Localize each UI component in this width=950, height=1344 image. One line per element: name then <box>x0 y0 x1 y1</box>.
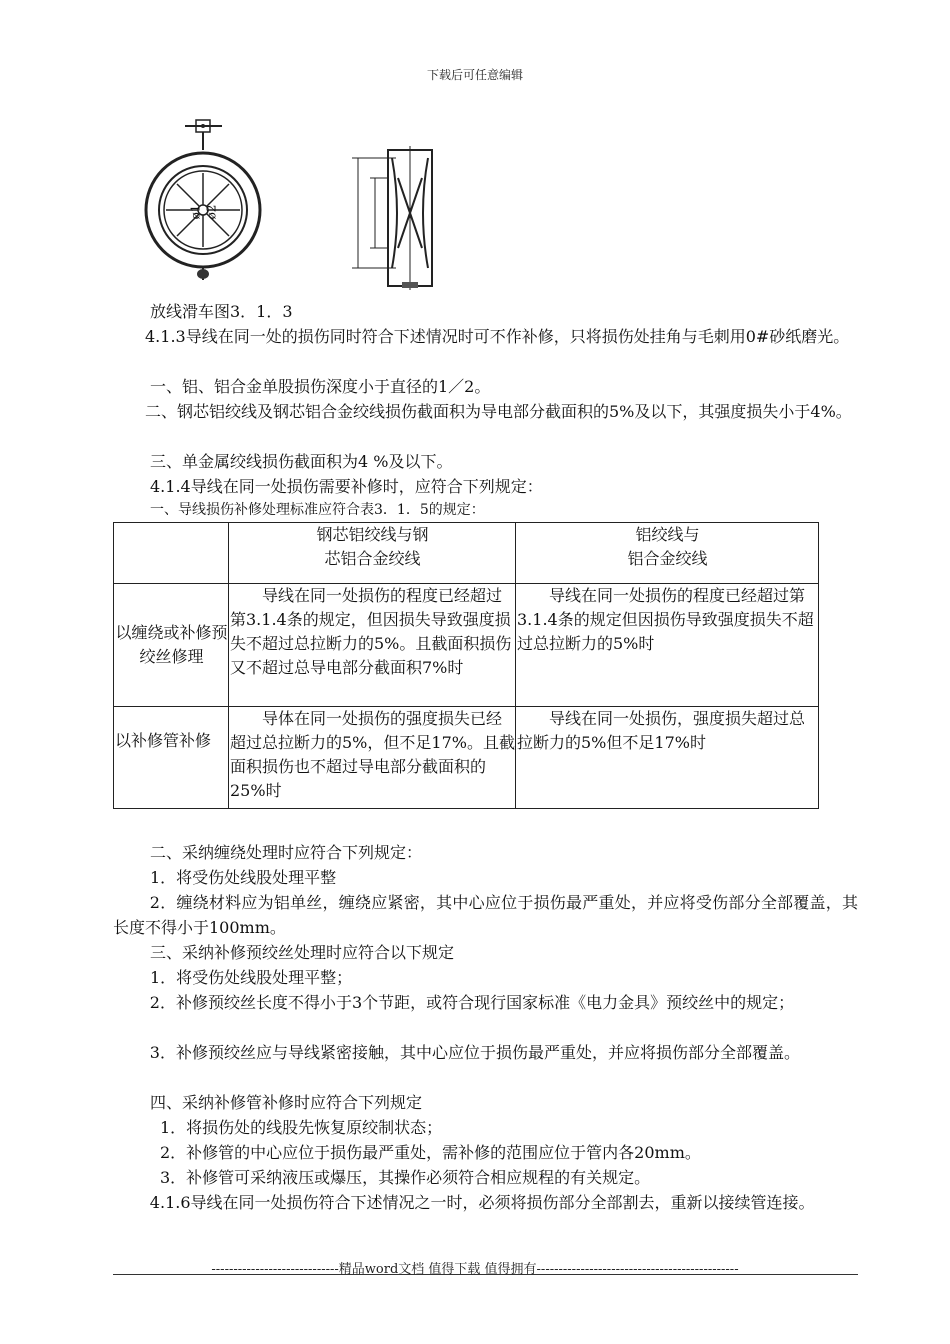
repair-standard-table <box>113 522 819 809</box>
section-4-item-2: 2．补修管的中心应位于损伤最严重处，需补修的范围应位于管内各20mm。 <box>160 1143 701 1162</box>
table-header-empty <box>114 523 229 584</box>
paragraph-item-2: 二、钢芯铝绞线及钢芯铝合金绞线损伤截面积为导电部分截面积的5%及以下，其强度损失小于4%。 <box>145 402 852 421</box>
page-footer: -----------------------------精品word文档 值得下载 值得拥有---------------------------------------------- <box>211 1262 739 1277</box>
table-row-method: 以补修管补修 <box>114 707 229 809</box>
table-row <box>114 584 819 707</box>
pulley-front-view <box>146 120 260 280</box>
page-header: 下载后可任意编辑 <box>426 68 523 82</box>
section-2-title: 二、采纳缠绕处理时应符合下列规定： <box>150 843 423 862</box>
dim-label-1: ø1 <box>188 204 203 220</box>
section-3-item-1: 1．将受伤处线股处理平整； <box>150 968 353 987</box>
paragraph-item-3: 三、单金属绞线损伤截面积为4 %及以下。 <box>150 452 453 471</box>
footer-rule <box>113 1274 858 1275</box>
pulley-figure <box>140 118 440 296</box>
paragraph-item-1: 一、铝、铝合金单股损伤深度小于直径的1／2。 <box>150 377 491 396</box>
section-4-item-1: 1．将损伤处的线股先恢复原绞制状态； <box>160 1118 443 1137</box>
table-intro: 一、导线损伤补修处理标准应符合表3．1．5的规定： <box>150 502 485 518</box>
table-row <box>114 707 819 809</box>
section-4-item-3: 3．补修管可采纳液压或爆压，其操作必须符合相应规程的有关规定。 <box>160 1168 651 1187</box>
paragraph-4-1-6: 4.1.6导线在同一处损伤符合下述情况之一时，必须将损伤部分全部割去，重新以接续管连接。 <box>149 1193 815 1212</box>
section-3-title: 三、采纳补修预绞丝处理时应符合以下规定 <box>150 943 455 962</box>
table-row-method: 以缠绕或补修预绞丝修理 <box>114 584 229 707</box>
figure-caption: 放线滑车图3．1．3 <box>150 302 293 321</box>
table-header-aluminum: 铝绞线与 铝合金绞线 <box>516 523 819 584</box>
table-cell: 导线在同一处损伤的程度已经超过第3.1.4条的规定，但因损失导致强度损失不超过总拉断力的5%。且截面积损伤又不超过总导电部分截面积7%时 <box>229 584 516 707</box>
section-2-item-2: 2．缠绕材料应为铝单丝，缠绕应紧密，其中心应位于损伤最严重处，并应将受伤部分全部覆盖，其长度不得小于100mm。 <box>113 893 858 937</box>
section-3-item-2: 2．补修预绞丝长度不得小于3个节距，或符合现行国家标准《电力金具》预绞丝中的规定； <box>149 993 795 1012</box>
table-header-row <box>114 523 819 584</box>
paragraph-4-1-3: 4.1.3导线在同一处的损伤同时符合下述情况时可不作补修，只将损伤处挂角与毛刺用0#砂纸磨光。 <box>145 327 850 346</box>
dim-label-2: ø2 <box>204 204 219 220</box>
table-cell: 导体在同一处损伤的强度损失已经超过总拉断力的5%，但不足17%。且截面积损伤也不超过导电部分截面积的25%时 <box>229 707 516 809</box>
table-cell: 导线在同一处损伤的程度已经超过第3.1.4条的规定但因损伤导致强度损失不超过总拉断力的5%时 <box>516 584 819 707</box>
paragraph-4-1-4: 4.1.4导线在同一处损伤需要补修时，应符合下列规定： <box>150 477 543 496</box>
section-2-item-1: 1．将受伤处线股处理平整 <box>150 868 337 887</box>
section-4-title: 四、采纳补修管补修时应符合下列规定 <box>150 1093 423 1112</box>
section-3-item-3: 3．补修预绞丝应与导线紧密接触，其中心应位于损伤最严重处，并应将损伤部分全部覆盖。 <box>149 1043 800 1062</box>
table-cell: 导线在同一处损伤，强度损失超过总拉断力的5%但不足17%时 <box>516 707 819 809</box>
table-header-steel-core: 钢芯铝绞线与钢 芯铝合金绞线 <box>229 523 516 584</box>
pulley-side-view <box>352 146 432 290</box>
